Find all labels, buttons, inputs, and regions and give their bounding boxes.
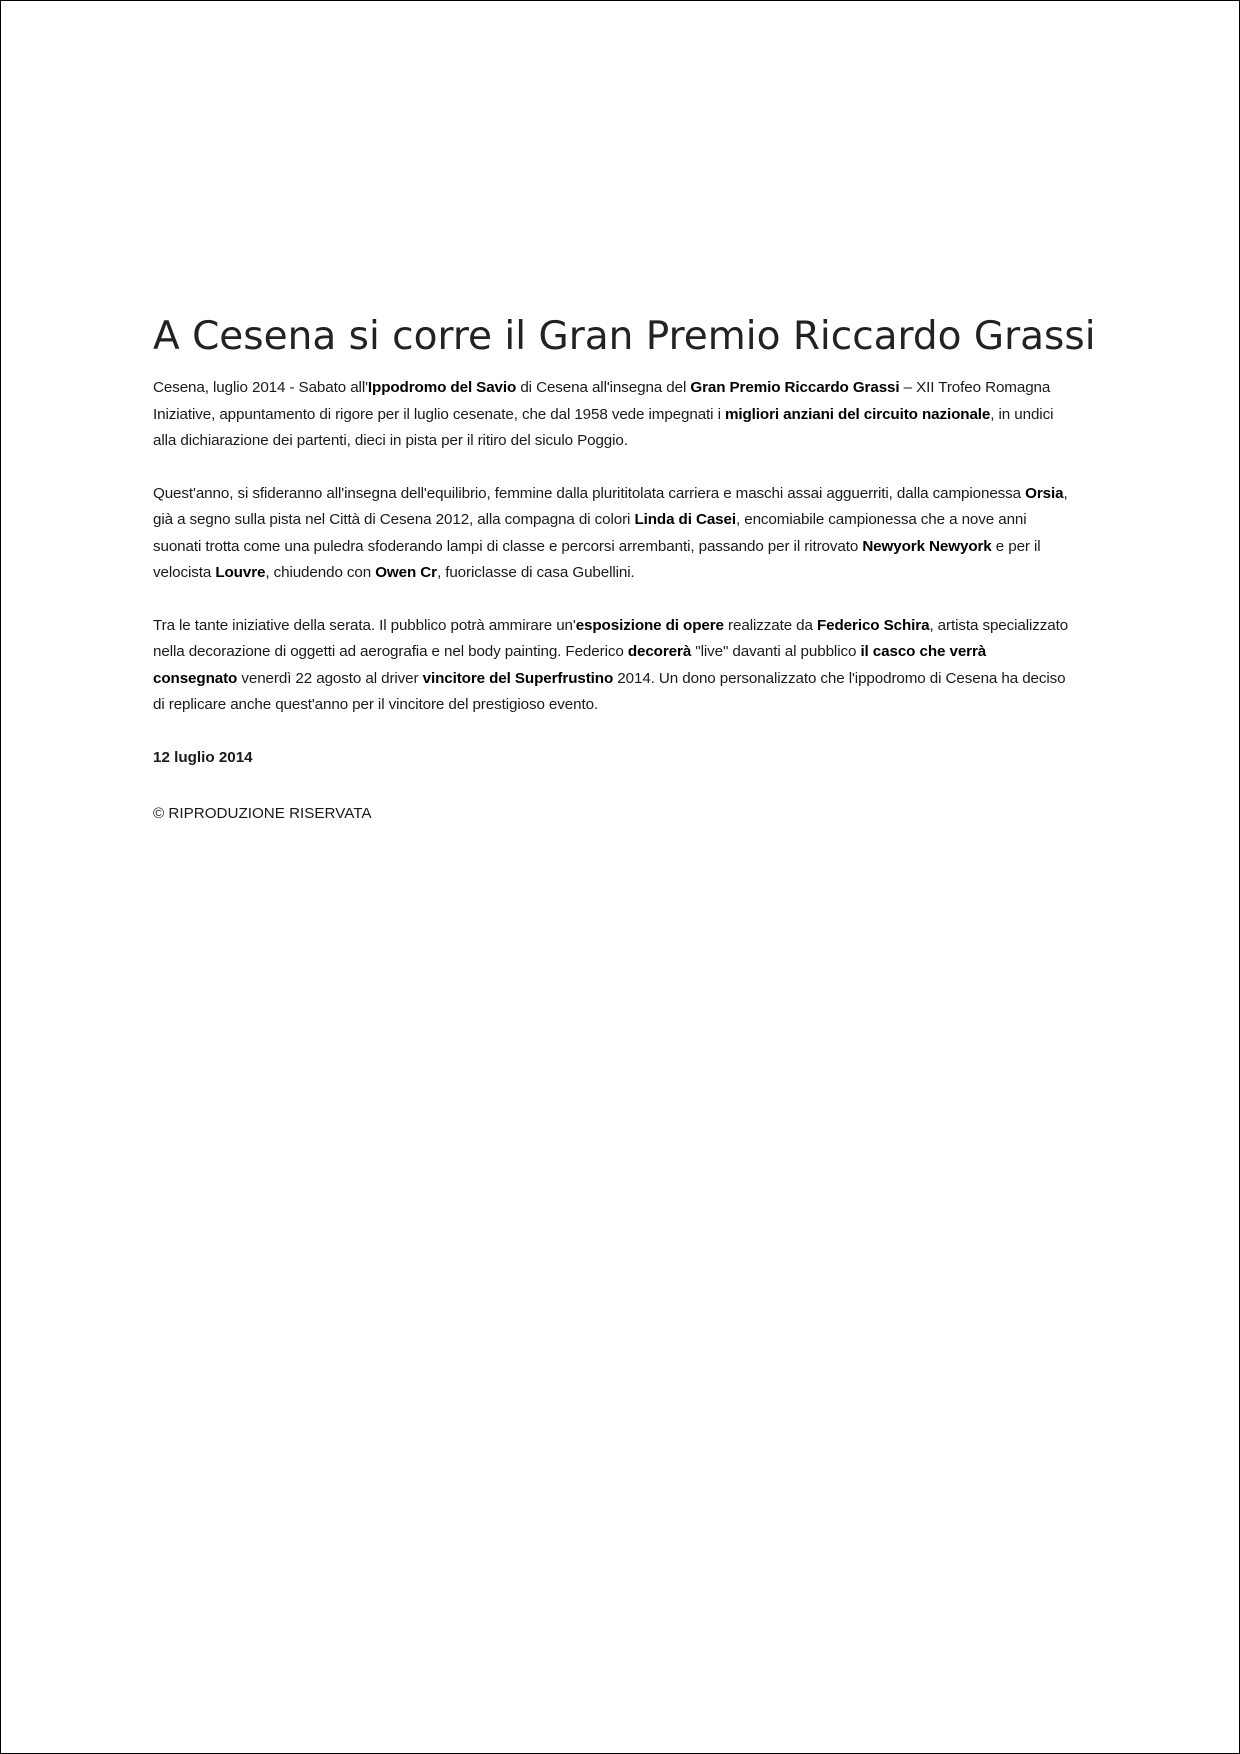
text-run: di Cesena all'insegna del: [516, 379, 691, 396]
bold-text-run: Orsia: [1025, 484, 1064, 502]
text-run: realizzate da: [723, 616, 817, 634]
text-run: , già a segno sulla pista nel Città di Cesena 2012, alla compagna di colori: [153, 484, 1068, 528]
text-run: , chiudendo con: [265, 564, 376, 581]
bold-text-run: vincitore del Superfrustino: [422, 669, 614, 687]
text-run: Tra le tante iniziative della serata. Il pubblico potrà ammirare un': [153, 616, 576, 634]
article-paragraph-2: [153, 481, 1073, 587]
bold-text-run: decorerà: [627, 643, 692, 660]
bold-text-run: Louvre: [215, 564, 266, 581]
bold-text-run: Ippodromo del Savio: [367, 379, 517, 396]
article-paragraph-3: [153, 613, 1073, 719]
bold-text-run: Owen Cr: [375, 564, 437, 581]
text-run: – XII Trofeo Romagna Iniziative, appuntamento di rigore per il luglio cesenate, che dal 1958 vede impegnati i: [153, 379, 1051, 423]
bold-text-run: il casco che verrà consegnato: [153, 643, 987, 687]
text-run: "live" davanti al pubblico: [691, 643, 861, 660]
bold-text-run: Linda di Casei: [634, 511, 736, 528]
text-run: Quest'anno, si sfideranno all'insegna dell'equilibrio, femmine dalla plurititolata carriera e maschi assai agguerriti, dalla campionessa: [153, 484, 1026, 502]
text-run: , fuoriclasse di casa Gubellini.: [436, 564, 635, 581]
text-run: venerdì 22 agosto al driver: [237, 669, 423, 687]
text-run: , encomiabile campionessa che a nove anni suonati trotta come una puledra sfoderando lampi di classe e percorsi arrembanti, passando per il ritrovato: [153, 511, 1027, 555]
bold-text-run: Newyork Newyork: [862, 537, 992, 555]
text-run: , in undici alla dichiarazione dei partenti, dieci in pista per il ritiro del siculo Poggio.: [153, 405, 1054, 449]
text-run: e per il velocista: [153, 537, 1041, 581]
bold-text-run: migliori anziani del circuito nazionale: [724, 405, 991, 423]
bold-text-run: Gran Premio Riccardo Grassi: [690, 379, 900, 396]
article-date: 12 luglio 2014: [153, 748, 253, 766]
article-title: A Cesena si corre il Gran Premio Riccardo Grassi: [153, 314, 1096, 359]
text-run: Cesena, luglio 2014 - Sabato all': [153, 379, 368, 396]
text-run: 2014. Un dono personalizzato che l'ippodromo di Cesena ha deciso di replicare anche quest'anno per il vincitore del prestigioso evento.: [153, 669, 1066, 713]
article: [153, 311, 1096, 828]
copyright-notice: © RIPRODUZIONE RISERVATA: [153, 805, 372, 822]
bold-text-run: Federico Schira: [816, 616, 930, 634]
text-run: , artista specializzato nella decorazione di oggetti ad aerografia e nel body painting. Federico: [153, 616, 1069, 660]
bold-text-run: esposizione di opere: [575, 616, 724, 634]
article-paragraph-1: [153, 375, 1073, 455]
